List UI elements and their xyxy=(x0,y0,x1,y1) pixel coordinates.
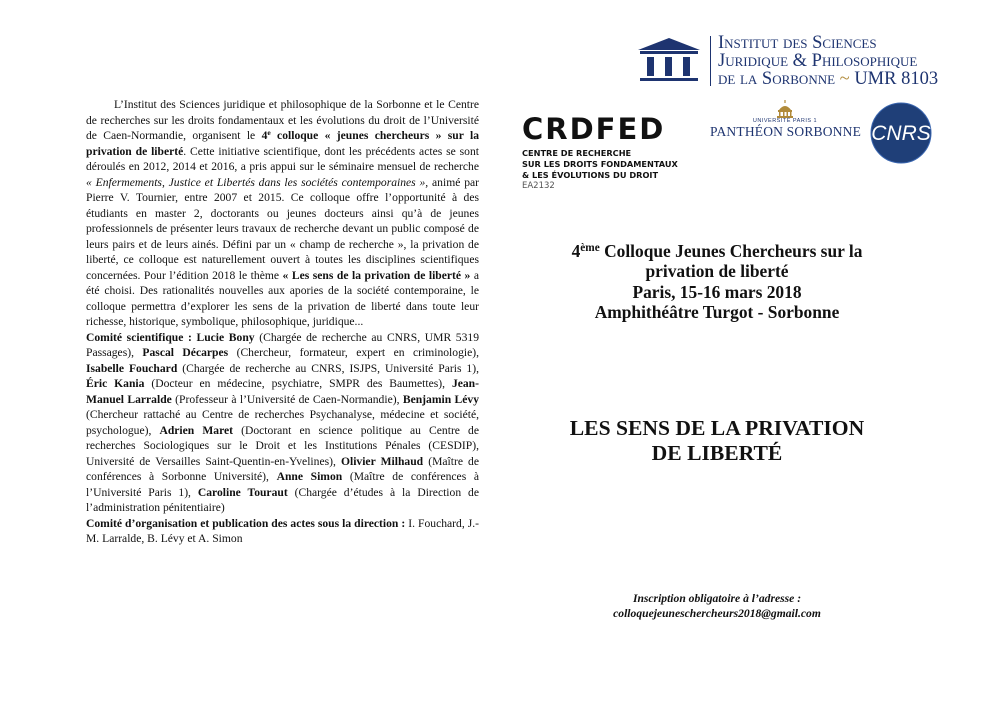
cnrs-wordmark: CNRS xyxy=(871,122,931,145)
committee-member-name: Isabelle Fouchard xyxy=(86,361,178,375)
isjps-umr: UMR 8103 xyxy=(854,69,939,89)
isjps-line-2: Juridique & Philosophique xyxy=(718,51,918,71)
registration-info xyxy=(560,592,874,621)
crdfed-desc-line: SUR LES DROITS FONDAMENTAUX xyxy=(522,159,678,169)
crdfed-wordmark: CRDFED xyxy=(522,112,666,146)
crdfed-code: EA2132 xyxy=(522,181,555,191)
temple-icon xyxy=(638,38,700,82)
committee-members xyxy=(86,331,479,515)
event-info xyxy=(512,241,922,323)
committee-member-name: Olivier Milhaud xyxy=(340,454,424,468)
event-edition-line xyxy=(512,241,922,261)
theme-title: « Les sens de la privation de liberté » xyxy=(282,268,471,282)
committee-member-role: (Chercheur, formateur, expert en criminologie), xyxy=(228,346,479,359)
committee-member-role: (Maître de conférences à l’Université Paris 1), xyxy=(86,470,479,499)
left-column xyxy=(86,97,479,547)
dome-icon xyxy=(774,100,796,118)
isjps-line-3 xyxy=(718,70,938,88)
committee-member-role: (Chargée de recherche au CNRS, UMR 5319 Passages), xyxy=(86,330,479,359)
crdfed-desc-line: CENTRE DE RECHERCHE xyxy=(522,148,632,158)
organization-names: I. Fouchard, J.-M. Larralde, B. Lévy et A. Simon xyxy=(86,516,479,545)
committee-member-name: Éric Kania xyxy=(86,377,145,390)
isjps-line-1: Institut des Sciences xyxy=(718,33,877,53)
intro-text: L’Institut des Sciences juridique et philosophique de la Sorbonne et le Centre de recherches sur les droits fondamentaux et les évolutions du droit de l’Université de Caen-Normandie, organisent le xyxy=(86,98,479,142)
main-title-line-2: DE LIBERTÉ xyxy=(651,441,783,465)
committee-member-role: (Professeur à l’Université de Caen-Normandie), xyxy=(171,392,403,406)
intro-text: a été choisi. Des rationalités nouvelles aux apories de la société contemporaine, le colloque permettra d’explorer les sens de la privation de liberté dans toute leur richesse, historique, symbolique, philosophique, juridique... xyxy=(86,268,479,328)
committee-member-role: (Chercheur rattaché au Centre de recherches Psychanalyse, médecine et société, psychologue), xyxy=(86,408,479,437)
committee-label: Comité scientifique : xyxy=(86,330,197,344)
crdfed-description xyxy=(522,148,712,181)
edition-title: colloque « jeunes chercheurs » sur la privation de liberté xyxy=(86,129,479,158)
registration-label: Inscription obligatoire à l’adresse : xyxy=(632,592,802,605)
event-number: 4 xyxy=(571,241,581,261)
intro-paragraph xyxy=(86,97,479,330)
committee-member-name: Lucie Bony xyxy=(196,330,255,344)
event-superscript: ème xyxy=(580,241,600,254)
pantheon-university-label: UNIVERSITÉ PARIS 1 xyxy=(752,118,818,124)
isjps-wordmark xyxy=(718,34,938,88)
registration-email[interactable]: colloquejeuneschercheurs2018@gmail.com xyxy=(613,606,821,620)
committee-member-role: (Maître de conférences à Sorbonne Université), xyxy=(86,454,479,483)
pantheon-sorbonne-logo xyxy=(710,100,860,146)
committee-member-name: Pascal Décarpes xyxy=(142,346,229,359)
scientific-committee xyxy=(86,330,479,516)
crdfed-logo xyxy=(522,114,712,196)
intro-text: . Cette initiative scientifique, dont les précédents actes se sont déroulés en 2012, 2014 et 2016, a pris appui sur le séminaire mensuel de recherche xyxy=(86,144,479,173)
isjps-logo xyxy=(638,34,958,90)
seminar-title: « Enfermements, Justice et Libertés dans les sociétés contemporaines », xyxy=(86,175,429,189)
isjps-separator: ~ xyxy=(835,69,855,89)
committee-member-name: Benjamin Lévy xyxy=(402,392,479,406)
event-title: Colloque Jeunes Chercheurs sur la xyxy=(599,241,863,261)
organization-committee xyxy=(86,516,479,547)
committee-member-role: (Doctorant en science politique au Centre de recherches Sociologiques sur le Droit et les Institutions Pénales (CESDIP), Université de Versailles Saint-Quentin-en-Yvelines), xyxy=(86,423,479,468)
edition-superscript: e xyxy=(267,127,271,137)
committee-member-role: (Chargée de recherche au CNRS, ISJPS, Université Paris 1), xyxy=(177,361,479,375)
event-date: Paris, 15-16 mars 2018 xyxy=(632,281,802,302)
committee-member-name: Caroline Touraut xyxy=(197,485,288,499)
main-title xyxy=(512,416,922,466)
committee-member-name: Jean-Manuel Larralde xyxy=(86,377,479,406)
event-subject: privation de liberté xyxy=(645,261,789,282)
logo-divider xyxy=(710,36,711,86)
committee-member-role: (Chargée d’études à la Direction de l’administration pénitentiaire) xyxy=(86,485,479,514)
crdfed-desc-line: & LES ÉVOLUTIONS DU DROIT xyxy=(522,170,659,180)
main-title-line-1: LES SENS DE LA PRIVATION xyxy=(569,416,865,440)
committee-member-name: Anne Simon xyxy=(276,470,343,483)
pantheon-wordmark: PANTHÉON SORBONNE xyxy=(710,124,862,139)
edition-number: 4 xyxy=(261,129,268,142)
isjps-sorbonne: de la Sorbonne xyxy=(718,69,836,89)
committee-member-name: Adrien Maret xyxy=(159,423,234,437)
intro-text: animé par Pierre V. Tournier, entre 2007 et 2015. Ce colloque offre l’opportunité à des étudiants en master 2, doctorants ou jeunes docteurs ainsi qu’à de jeunes professionnels de présenter leurs travaux de recherche devant un public composé de leurs pairs et de leurs ainés. Défini par un « champ de recherche », la privation de liberté, ce colloque est naturellement ouvert à toutes les disciplines scientifiques concernées. Pour l’édition 2018 le thème xyxy=(86,175,479,282)
event-venue: Amphithéâtre Turgot - Sorbonne xyxy=(594,302,840,323)
committee-member-role: (Docteur en médecine, psychiatre, SMPR des Baumettes), xyxy=(144,377,452,390)
cnrs-logo xyxy=(866,102,936,164)
organization-label: Comité d’organisation et publication des actes sous la direction : xyxy=(86,516,409,530)
